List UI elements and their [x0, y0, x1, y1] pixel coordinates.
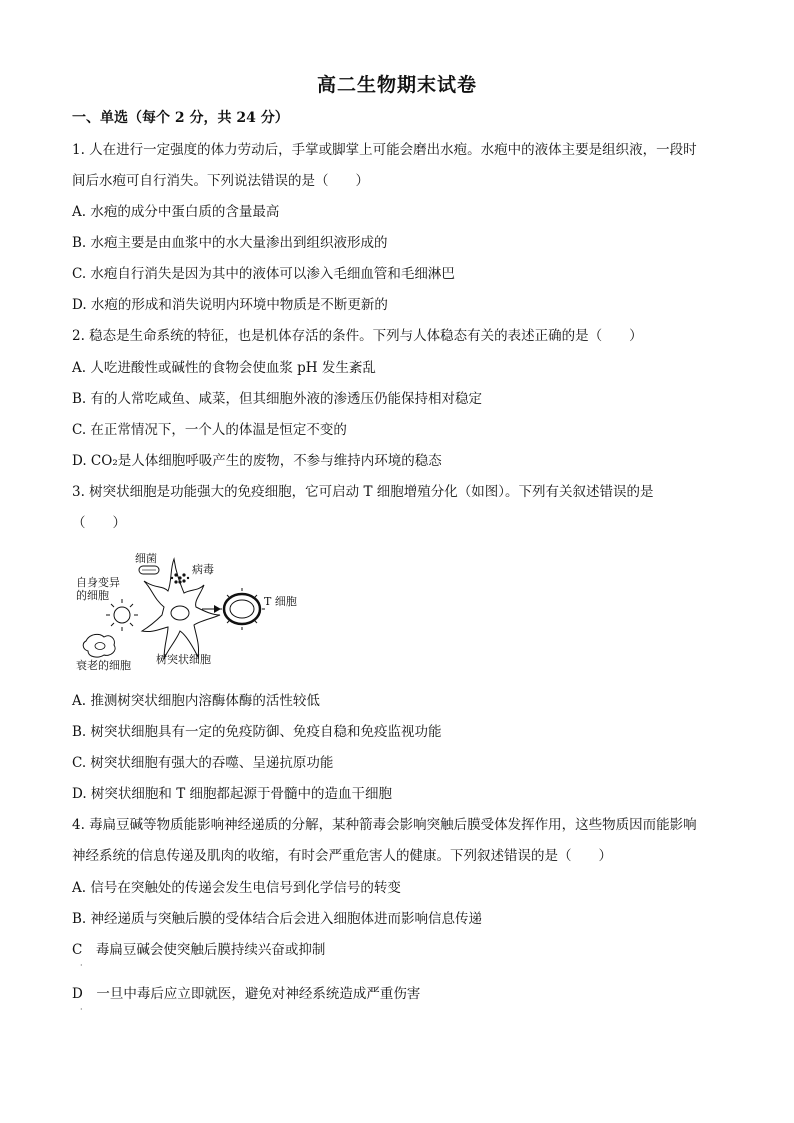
label-self-mutant-2: 的细胞: [76, 589, 109, 602]
page-title: 高二生物期末试卷: [316, 74, 477, 96]
question-1-option-c: C. 水疱自行消失是因为其中的液体可以渗入毛细血管和毛细淋巴: [72, 266, 455, 282]
question-2-option-b: B. 有的人常吃咸鱼、咸菜，但其细胞外液的渗透压仍能保持相对稳定: [72, 391, 483, 407]
self-mutant-cell-shape: [106, 599, 138, 631]
question-4-option-c: C 毒扁豆碱会使突触后膜持续兴奋或抑制: [72, 942, 326, 958]
question-4-stem-line-2: 神经系统的信息传递及肌肉的收缩，有时会严重危害人的健康。下列叙述错误的是（ ）: [72, 848, 612, 864]
question-3-stem-line-1: 3. 树突状细胞是功能强大的免疫细胞，它可启动 T 细胞增殖分化（如图）。下列有关叙述错误的是: [72, 484, 654, 500]
label-self-mutant-1: 自身变异: [76, 576, 120, 589]
question-4-option-d: D 一旦中毒后应立即就医，避免对神经系统造成严重伤害: [72, 986, 421, 1002]
question-1-option-a: A. 水疱的成分中蛋白质的含量最高: [72, 204, 280, 220]
question-3-option-a: A. 推测树突状细胞内溶酶体酶的活性较低: [72, 693, 320, 709]
dendritic-cell-figure: [72, 545, 312, 673]
question-2-option-c: C. 在正常情况下，一个人的体温是恒定不变的: [72, 422, 347, 438]
label-bacteria: 细菌: [135, 552, 157, 565]
question-2-option-a: A. 人吃进酸性或碱性的食物会使血浆 pH 发生紊乱: [72, 360, 376, 376]
question-4-stem-line-1: 4. 毒扁豆碱等物质能影响神经递质的分解，某种箭毒会影响突触后膜受体发挥作用，这些物质因而能影响: [72, 817, 697, 833]
question-2-option-d: D. CO₂是人体细胞呼吸产生的废物，不参与维持内环境的稳态: [72, 453, 442, 469]
question-1-option-b: B. 水疱主要是由血浆中的水大量渗出到组织液形成的: [72, 235, 388, 251]
question-1-option-d: D. 水疱的形成和消失说明内环境中物质是不断更新的: [72, 297, 388, 313]
section-heading: 一、单选（每个 2 分，共 24 分）: [72, 110, 289, 126]
label-aged-cell: 衰老的细胞: [76, 659, 131, 672]
label-dendritic-cell: 树突状细胞: [156, 653, 211, 666]
label-virus: 病毒: [192, 563, 214, 576]
question-2-stem-line-1: 2. 稳态是生命系统的特征，也是机体存活的条件。下列与人体稳态有关的表述正确的是（ ）: [72, 328, 643, 344]
question-3-option-c: C. 树突状细胞有强大的吞噬、呈递抗原功能: [72, 755, 334, 771]
t-cell-shape: [219, 588, 265, 630]
option-c-dot: ·: [80, 961, 83, 970]
question-1-stem-line-2: 间后水疱可自行消失。下列说法错误的是（ ）: [72, 173, 369, 189]
option-d-dot: ·: [80, 1005, 83, 1014]
bacteria-shape: [139, 566, 159, 574]
question-3-stem-line-2: （ ）: [72, 515, 126, 531]
question-1-stem-line-1: 1. 人在进行一定强度的体力劳动后，手掌或脚掌上可能会磨出水疱。水疱中的液体主要是组织液，一段时: [72, 142, 697, 158]
question-3-option-d: D. 树突状细胞和 T 细胞都起源于骨髓中的造血干细胞: [72, 786, 393, 802]
label-t-cell: T 细胞: [264, 595, 297, 608]
aged-cell-shape: [83, 634, 115, 657]
question-4-option-a: A. 信号在突触处的传递会发生电信号到化学信号的转变: [72, 880, 401, 896]
arrow-icon: [202, 605, 221, 613]
question-4-option-b: B. 神经递质与突触后膜的受体结合后会进入细胞体进而影响信息传递: [72, 911, 483, 927]
question-3-option-b: B. 树突状细胞具有一定的免疫防御、免疫自稳和免疫监视功能: [72, 724, 442, 740]
